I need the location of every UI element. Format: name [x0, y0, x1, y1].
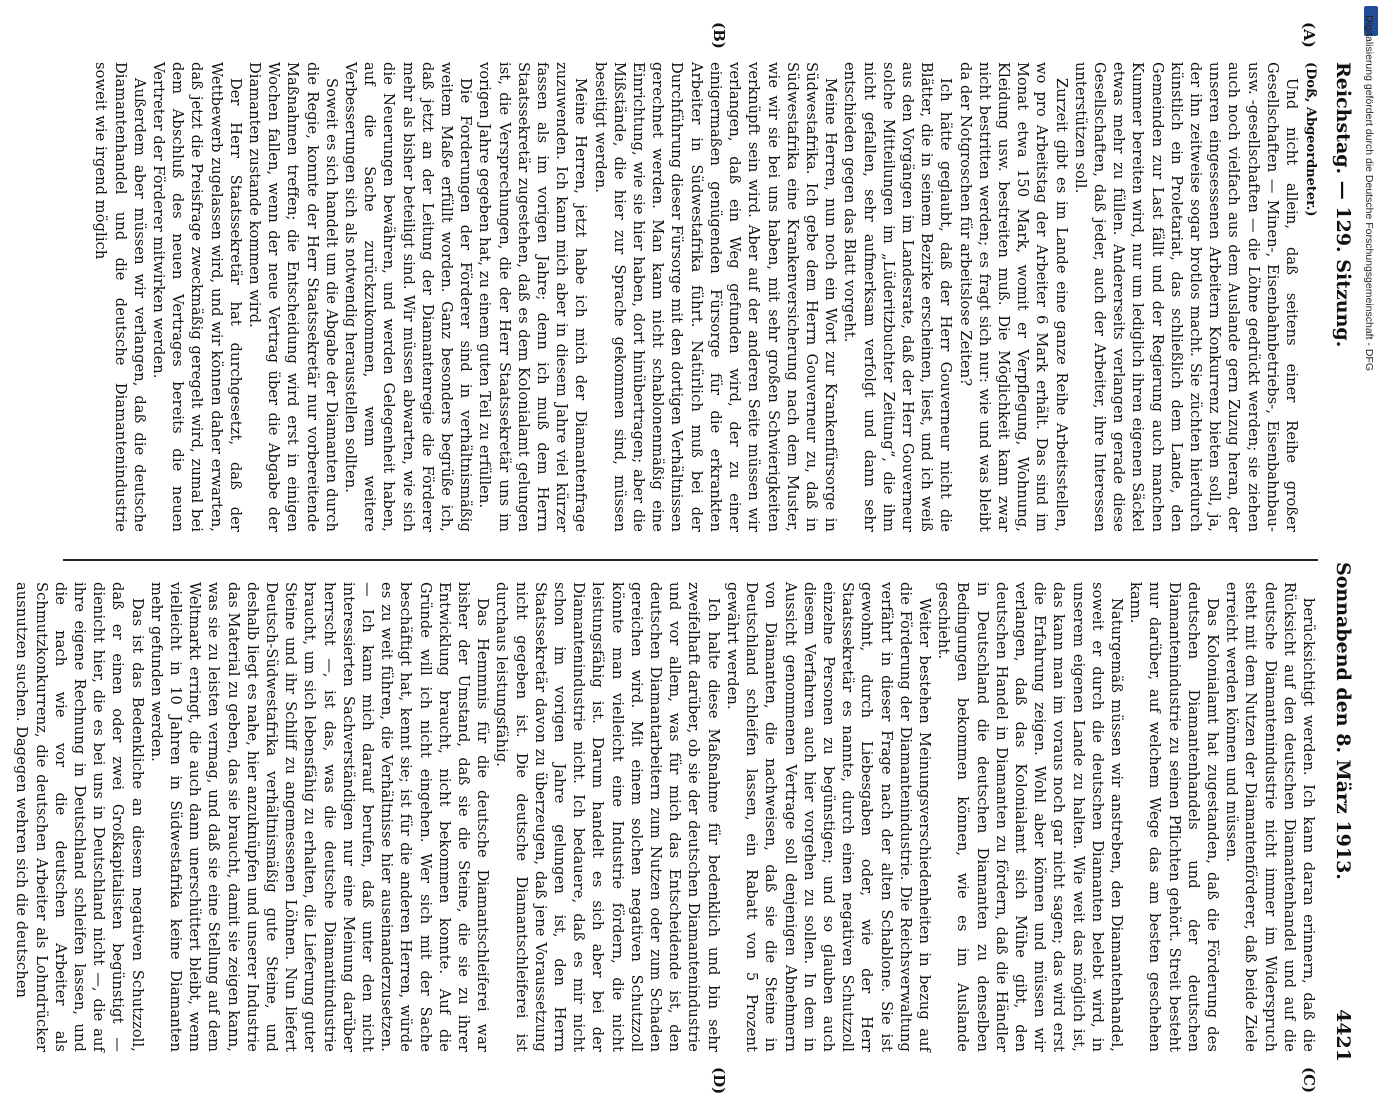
digitization-note-text: Digitalisierung gefördert durch die Deutsche Forschungsgemeinschaft - DFG — [1363, 15, 1375, 372]
paragraph: Meine Herren, jetzt habe ich mich der Diamantenfrage zuzuwenden. Ich kann mich aber in diesem Jahre viel kürzer fassen als im vorigen Jahre; denn ich muß dem Herrn Staatssekretär zugestehen, daß es dem Kolonialamt gelungen ist, die Versprechungen, die der Herr Staatssekretär uns im vorigen Jahre gegeben hat, zu einem guten Teil zu erfüllen. — [476, 62, 590, 532]
paragraph: berücksichtigt werden. Ich kann daran erinnern, daß die Rücksicht auf den deutschen Diamantenhandel und auf die deutsche Diamantenindustrie nicht immer im Widerspruch steht mit dem Nutzen der Diamantenförderer, daß beide Ziele erreicht werden können und müssen. — [1223, 582, 1317, 1052]
digitization-note — [1357, 5, 1379, 995]
paragraph: Zurzeit gibt es im Lande eine ganze Reihe Arbeitsstellen, wo pro Arbeitstag der Arbeiter 6 Mark erhält. Das sind im Monat etwa 150 Mark, womit er Verpflegung, Wohnung, Kleidung usw. bestreiten muß. Die Möglichkeit kann zwar nicht bestritten werden; es fragt sich nur: wie und was bleibt da der Notgroschen für arbeitslose Zeiten? — [956, 62, 1070, 532]
paragraph: Ich hätte geglaubt, daß der Herr Gouverneur nicht die Blätter, die in seinem Bezirke erscheinen, liest, und ich weiß aus den Vorgängen im Landesrate, daß der Herr Gouverneur solche Mitteilungen im „Lüderitzbuchter Zeitung“, die ihm nicht gefallen, sehr aufmerksam verfolgt und dann sehr entschieden gegen das Blatt vorgeht. — [841, 62, 955, 532]
speaker-label: (Doß, Abgeordneter.) — [1303, 62, 1318, 217]
paragraph: Meine Herren, nun noch ein Wort zur Krankenfürsorge in Südwestafrika. Ich gebe dem Herrn Gouverneur zu, daß in Südwestafrika eine Krankenversicherung nach dem Muster, wie wir sie bei uns haben, mit sehr großen Schwierigkeiten verknüpft sein wird. Aber auf der anderen Seite müssen wir verlangen, daß ein Weg gefunden wird, der zu einer einigermaßen genügenden Fürsorge für die erkrankten Arbeiter in Südwestafrika führt. Natürlich muß bei der Durchführung dieser Fürsorge mit den dortigen Verhältnissen gerechnet werden. Man kann nicht schablonenmäßig eine Einrichtung, wie sie hier haben, dort hinübertragen; aber die Mißstände, die hier zur Sprache gekommen sind, müssen beseitigt werden. — [591, 62, 840, 532]
paragraph: Naturgemäß müssen wir anstreben, den Diamantenhandel, soweit er durch die deutschen Diamanten belebt wird, in unserem eigenen Lande zu halten. Wie weit das möglich ist, das kann man im voraus noch gar nicht sagen; das wird erst die Erfahrung zeigen. Wohl aber können und müssen wir verlangen, daß das Kolonialamt sich Mühe gibt, den deutschen Handel in Diamanten zu fördern, daß die Händler in Deutschland die deutschen Diamanten zu denselben Bedingungen bekommen können, wie es im Auslande geschieht. — [935, 582, 1125, 1052]
paragraph: Weiter bestehen Meinungsverschiedenheiten in bezug auf die Förderung der Diamantenindustrie. Die Reichsverwaltung verfährt in dieser Frage nach der alten Schablone. Sie ist gewohnt, durch Liebesgaben oder, wie der Herr Staatssekretär es nannte, durch einen negativen Schutzzoll einzelne Personen zu begünstigen; und so glauben auch diesem Verfahren auch hier vorgehen zu sollen. In dem in Aussicht genommenen Vertrage soll denjenigen Abnehmern von Diamanten, die nachweisen, daß sie die Steine in Deutschland schleifen lassen, ein Rabatt von 5 Prozent gewährt werden. — [723, 582, 933, 1052]
header-page-number: 4421 — [1332, 1009, 1354, 1062]
paragraph: Das ist das Bedenkliche an diesem negativen Schutzzoll, daß er einen oder zwei Großkapitalisten begünstigt — dienicht hier, die es bei uns in Deutschland nicht —, die auf ihre eigene Rechnung in Deutschland schleifen lassen, und die nach wie vor die deutschen Arbeiter als Schmutzkonkurrenz, die deutschen Arbeiter als Lohndrücker ausnutzen suchen. Dagegen wehren sich die deutschen — [13, 582, 146, 1052]
right-column — [13, 582, 1318, 1052]
paragraph: Und nicht allein, daß seitens einer Reihe großer Gesellschaften — Minen-, Eisenbahnbetriebs-, Eisenbahnbau- usw. -gesellschaften — die Löhne gedrückt werden; sie ziehen auch noch vielfach aus dem Auslande gern Zuzug heran, der unseren eingesessenen Arbeitern Konkurrenz bieten soll, ja, der ihn zeitweise sogar brotlos macht. Sie züchten hierdurch künstlich ein Proletariat, das schließlich dem Lande, den Gemeinden zur Last fällt und der Regierung auch manchen Kummer bereiten wird, nur um lediglich ihren eigenen Säckel etwas mehr zu füllen. Andererseits verlangen gerade diese Gesellschaften, daß jeder, auch der Arbeiter, ihre Interessen unterstützen soll. — [1071, 62, 1300, 532]
left-column — [63, 62, 1318, 532]
rotated-document-page — [13, 22, 1358, 1094]
margin-mark-d: (D) — [710, 1067, 728, 1094]
paragraph: Der Herr Staatssekretär hat durchgesetzt, daß der Wettbewerb zugelassen wird, und wir können daher erwarten, daß jetzt die Preisfrage zweckmäßig geregelt wird, zumal bei dem Abschluß des neuen Vertrages bereits die neuen Vertreter der Förderer mitwirken werden. — [150, 62, 244, 532]
margin-mark-a: (A) — [1300, 22, 1318, 48]
paragraph: Ich halte diese Maßnahme für bedenklich und bin sehr zweifelhaft darüber, ob sie der deutschen Diamantenindustrie und vor allem, was für mich das Entscheidende ist, den deutschen Diamantarbeitern zum Nutzen oder zum Schaden gereichen wird. Mit einem solchen negativen Schutzzoll könnte man vielleicht eine Industrie fördern, die nicht leistungsfähig ist. Darum handelt es sich aber bei der Diamantenindustrie nicht. Ich bedauere, daß es mir nicht schon im vorigen Jahre gelungen ist, den Herrn Staatssekretär davon zu überzeugen, daß jene Voraussetzung nicht gegeben ist. Die deutsche Diamantschleiferei ist durchaus leistungsfähig. — [493, 582, 722, 1052]
header-session-title: Reichstag. — 129. Sitzung. — [1332, 62, 1354, 348]
column-divider — [63, 559, 1318, 561]
margin-mark-b: (B) — [710, 22, 728, 49]
margin-mark-c: (C) — [1300, 1067, 1318, 1094]
paragraph: Das Hemmnis für die deutsche Diamantschleiferei war bisher der Umstand, daß sie die Steine, die sie zu ihrer Entwicklung braucht, nicht bekommen konnte. Auf die Gründe will ich nicht eingehen. Wer sich mit der Sache beschäftigt hat, kennt sie; ist für die anderen Herren, würde es zu weit führen, die Verhältnisse hier auseinanderzusetzen. — Ich kann mich darauf berufen, daß unter den nicht interessierten Sachverständigen nur eine Meinung darüber herrscht —, ist das, was die deutsche Diamantindustrie braucht, um sich lebensfähig zu erhalten, die Lieferung guter Steine und ihr Schliff zu angemessenen Löhnen. Nun liefert Deutsch-Südwestafrika verhältnismäßig gute Steine, und deshalb liegt es nahe, hier anzuknüpfen und unserer Industrie das Material zu geben, das sie braucht, damit sie zeigen kann, was sie zu leisten vermag, und daß sie eine Stellung auf dem Weltmarkt erringt, die auch dann unerschüttert bleibt, wenn vielleicht in 10 Jahren in Südwestafrika keine Diamanten mehr gefunden werden. — [147, 582, 492, 1052]
paragraph: Das Kolonialamt hat zugestanden, daß die Förderung des deutschen Diamantenhandels und der deutschen Diamantenindustrie zu seinen Pflichten gehört. Streit besteht nur darüber, auf welchem Wege das am besten geschehen kann. — [1127, 582, 1221, 1052]
header-date: Sonnabend den 8. März 1913. — [1332, 562, 1354, 880]
paragraph: Die Forderungen der Förderer sind in verhältnismäßig weitem Maße erfüllt worden. Ganz besonders begrüße ich, daß jetzt an der Leitung der Diamantenregie die Förderer mehr als bisher beteiligt sind. Wir müssen abwarten, wie sich die Neuerungen bewähren, und werden Gelegenheit haben, auf die Sache zurückzukommen, wenn weitere Verbesserungen sich als notwendig herausstellen sollten. — [342, 62, 475, 532]
paragraph: Soweit es sich handelt um die Abgabe der Diamanten durch die Regie, konnte der Herr Staatssekretär nur vorbereitende Maßnahmen treffen; die Entscheidung wird erst in einigen Wochen fallen, wenn der neue Vertrag über die Abgabe der Diamanten zustande kommen wird. — [246, 62, 340, 532]
paragraph: Außerdem aber müssen wir verlangen, daß die deutsche Diamantenhandel und die deutsche Diamantenindustrie soweit wie irgend möglich — [92, 62, 148, 532]
